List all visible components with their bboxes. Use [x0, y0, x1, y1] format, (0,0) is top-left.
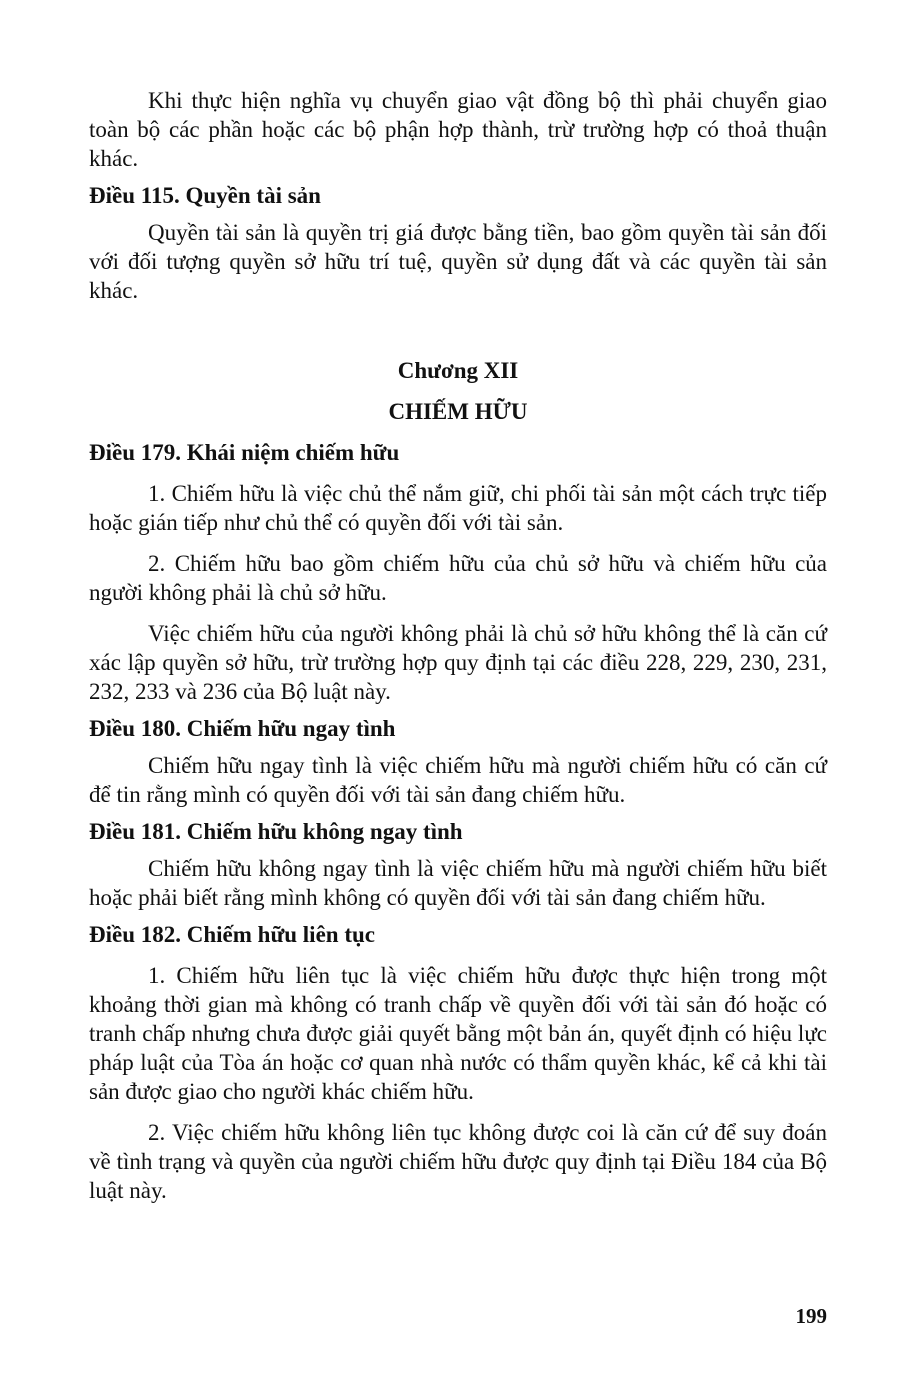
article-179-paragraph-2: 2. Chiếm hữu bao gồm chiếm hữu của chủ sở hữu và chiếm hữu của người không phải là chủ sở hữu. [89, 551, 827, 605]
page-body [89, 86, 827, 1205]
article-182-paragraph-1: 1. Chiếm hữu liên tục là việc chiếm hữu được thực hiện trong một khoảng thời gian mà không có tranh chấp về quyền đối với tài sản đó hoặc có tranh chấp nhưng chưa được giải quyết bằng một bản án, quyết định có hiệu lực pháp luật của Tòa án hoặc cơ quan nhà nước có thẩm quyền khác, kể cả khi tài sản được giao cho người khác chiếm hữu. [89, 963, 827, 1104]
article-181-heading: Điều 181. Chiếm hữu không ngay tình [89, 819, 463, 844]
article-180-paragraph-1: Chiếm hữu ngay tình là việc chiếm hữu mà người chiếm hữu có căn cứ để tin rằng mình có quyền đối với tài sản đang chiếm hữu. [89, 753, 827, 807]
article-115-heading: Điều 115. Quyền tài sản [89, 183, 321, 208]
intro-paragraph: Khi thực hiện nghĩa vụ chuyển giao vật đồng bộ thì phải chuyển giao toàn bộ các phần hoặc các bộ phận hợp thành, trừ trường hợp có thoả thuận khác. [89, 88, 827, 171]
article-115-paragraph-1: Quyền tài sản là quyền trị giá được bằng tiền, bao gồm quyền tài sản đối với đối tượng quyền sở hữu trí tuệ, quyền sử dụng đất và các quyền tài sản khác. [89, 220, 827, 303]
chapter-title: CHIẾM HỮU [388, 399, 528, 424]
chapter-number: Chương XII [397, 358, 519, 383]
article-179-paragraph-3: Việc chiếm hữu của người không phải là chủ sở hữu không thể là căn cứ xác lập quyền sở hữu, trừ trường hợp quy định tại các điều 228, 229, 230, 231, 232, 233 và 236 của Bộ luật này. [89, 621, 827, 704]
page-number: 199 [795, 1304, 827, 1328]
article-180-heading: Điều 180. Chiếm hữu ngay tình [89, 716, 396, 741]
article-179-heading: Điều 179. Khái niệm chiếm hữu [89, 440, 400, 465]
article-182-heading: Điều 182. Chiếm hữu liên tục [89, 922, 375, 947]
article-179-paragraph-1: 1. Chiếm hữu là việc chủ thể nắm giữ, chi phối tài sản một cách trực tiếp hoặc gián tiếp như chủ thể có quyền đối với tài sản. [89, 481, 827, 535]
article-182-paragraph-2: 2. Việc chiếm hữu không liên tục không được coi là căn cứ để suy đoán về tình trạng và quyền của người chiếm hữu được quy định tại Điều 184 của Bộ luật này. [89, 1120, 827, 1203]
article-181-paragraph-1: Chiếm hữu không ngay tình là việc chiếm hữu mà người chiếm hữu biết hoặc phải biết rằng mình không có quyền đối với tài sản đang chiếm hữu. [89, 856, 827, 910]
